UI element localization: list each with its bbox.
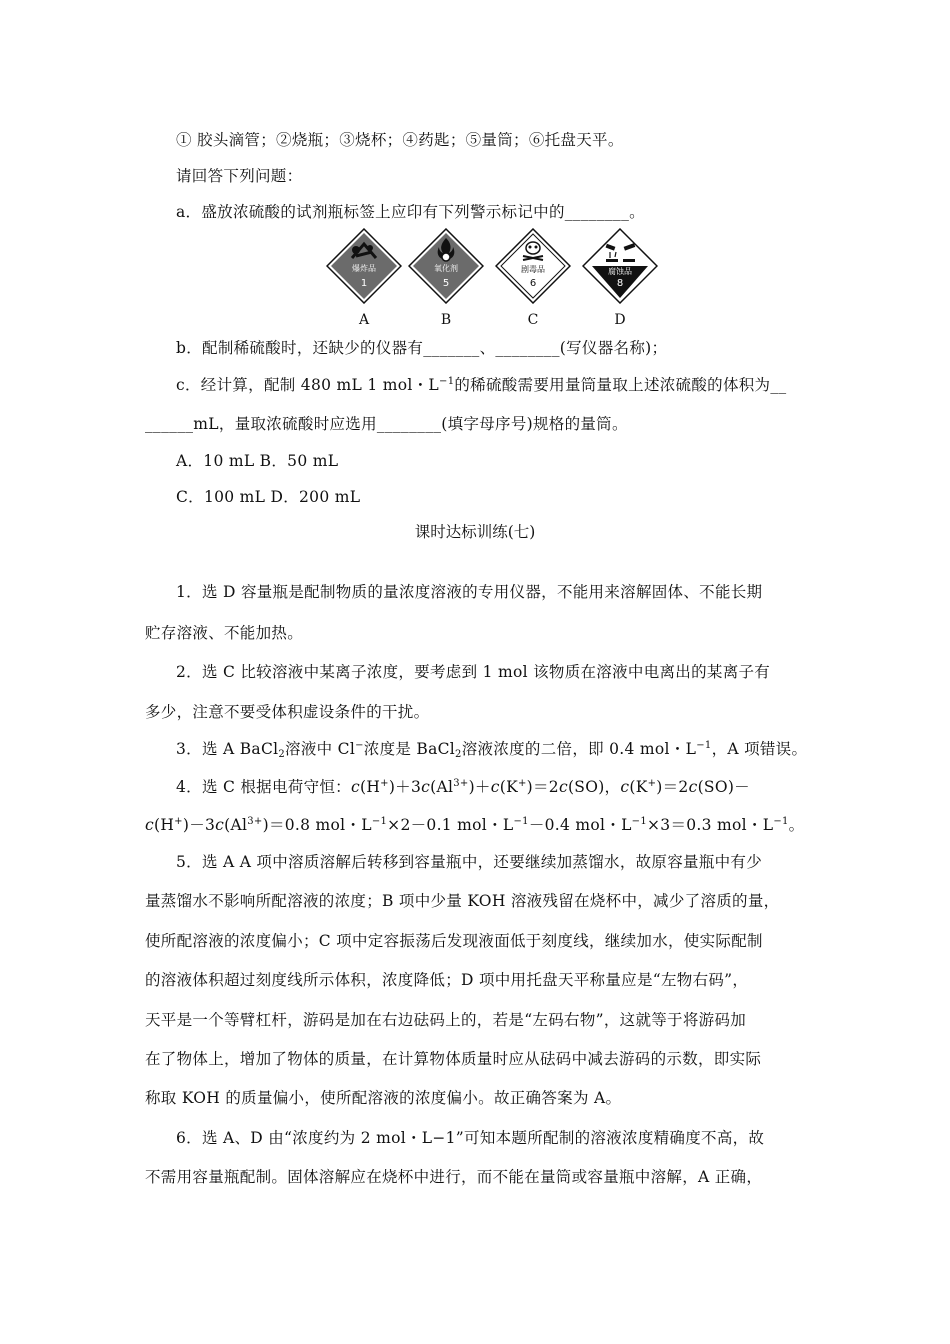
question-a: a．盛放浓硫酸的试剂瓶标签上应印有下列警示标记中的________。 [176, 203, 645, 221]
flame-over-circle-icon [408, 228, 484, 304]
sign-letter: C [527, 312, 539, 328]
sign-number: 5 [442, 278, 450, 289]
answer-2-line1: 2．选 C 比较溶液中某离子浓度，要考虑到 1 mol 该物质在溶液中电离出的某离子有 [176, 663, 771, 681]
sign-number: 8 [616, 278, 624, 289]
oxidizer-sign [408, 228, 484, 304]
answer-3: 3．选 A BaCl$_2$溶液中 Cl−浓度是 BaCl$_2$溶液浓度的二倍，即 0.4 mol・$L^{-1}$，A 项错误。 [176, 740, 808, 760]
answer-5-line2: 量蒸馏水不影响所配溶液的浓度；B 项中少量 KOH 溶液残留在烧杯中，减少了溶质的量， [145, 892, 780, 910]
answer-5-line7: 称取 KOH 的质量偏小，使所配溶液的浓度偏小。故正确答案为 A。 [145, 1089, 622, 1107]
toxic-sign [495, 228, 571, 304]
corrosive-icon [582, 228, 658, 304]
sign-number: 6 [529, 278, 537, 289]
answer-5-line6: 在了物体上，增加了物体的质量，在计算物体质量时应从砝码中减去游码的示数，即实际 [145, 1050, 762, 1068]
question-c-pre: c．经计算，配制 480 mL 1 mol・L [176, 376, 440, 394]
question-c-line2: ______mL，量取浓硫酸时应选用________(填字母序号)规格的量筒。 [145, 415, 628, 433]
explosive-sign [326, 228, 402, 304]
sign-label: 腐蚀品 [608, 267, 632, 276]
question-c-line1 [176, 373, 786, 395]
answer-2-line2: 多少，注意不要受体积虚设条件的干扰。 [145, 703, 430, 721]
answer-1-line2: 贮存溶液、不能加热。 [145, 624, 304, 642]
sign-label: 剧毒品 [521, 265, 545, 274]
option-line-1: A．10 mL B．50 mL [176, 452, 339, 470]
sign-letter: A [358, 312, 370, 328]
answer-5-line5: 天平是一个等臂杠杆，游码是加在右边砝码上的，若是“左码右物”，这就等于将游码加 [145, 1011, 747, 1029]
answer-4-line1: 4．选 C 根据电荷守恒：$c(H^+)+3c(Al^{3+})+c(K^+)=2c(SO)$，c(K+)＝2c(SO)－ [176, 778, 750, 796]
answer-1-line1: 1．选 D 容量瓶是配制物质的量浓度溶液的专用仪器，不能用来溶解固体、不能长期 [176, 583, 763, 601]
answer-5-line1: 5．选 A A 项中溶质溶解后转移到容量瓶中，还要继续加蒸馏水，故原容量瓶中有少 [176, 853, 763, 871]
answer-5-line4: 的溶液体积超过刻度线所示体积，浓度降低；D 项中用托盘天平称量应是“左物右码”， [145, 971, 749, 989]
sign-letter: D [614, 312, 626, 328]
prompt-text: 请回答下列问题： [176, 167, 303, 185]
question-c-post: 的稀硫酸需要用量筒量取上述浓硫酸的体积为__ [454, 376, 787, 394]
sign-label: 爆炸品 [352, 264, 376, 273]
sign-number: 1 [360, 278, 368, 289]
question-b: b．配制稀硫酸时，还缺少的仪器有_______、________(写仪器名称)； [176, 339, 668, 357]
skull-icon [495, 228, 571, 304]
answer-5-line3: 使所配溶液的浓度偏小；C 项中定容振荡后发现液面低于刻度线，继续加水，使实际配制 [145, 932, 763, 950]
explosion-icon [326, 228, 402, 304]
answer-6-line2: 不需用容量瓶配制。固体溶解应在烧杯中进行，而不能在量筒或容量瓶中溶解，A 正确， [145, 1168, 763, 1186]
instrument-list: ① 胶头滴管；②烧瓶；③烧杯；④药匙；⑤量筒；⑥托盘天平。 [176, 131, 624, 149]
section-title: 课时达标训练(七) [414, 523, 536, 541]
sign-label: 氧化剂 [434, 264, 458, 273]
hazard-signs [320, 228, 660, 336]
sign-letter: B [440, 312, 452, 328]
option-line-2: C．100 mL D．200 mL [176, 488, 361, 506]
answer-6-line1: 6．选 A、D 由“浓度约为 2 mol・L−1”可知本题所配制的溶液浓度精确度不高，故 [176, 1129, 765, 1147]
corrosive-sign [582, 228, 658, 304]
answer-4-line2: $c(H^+)-3c(Al^{3+})=0.8$ mol・$L^{-1}\times 2-0.1$ mol・$L^{-1}-0.4$ mol・$L^{-1}\times 3=0.3$ mol・$L^{-1}$。 [145, 816, 805, 834]
unit-exponent: −1 [439, 376, 455, 387]
